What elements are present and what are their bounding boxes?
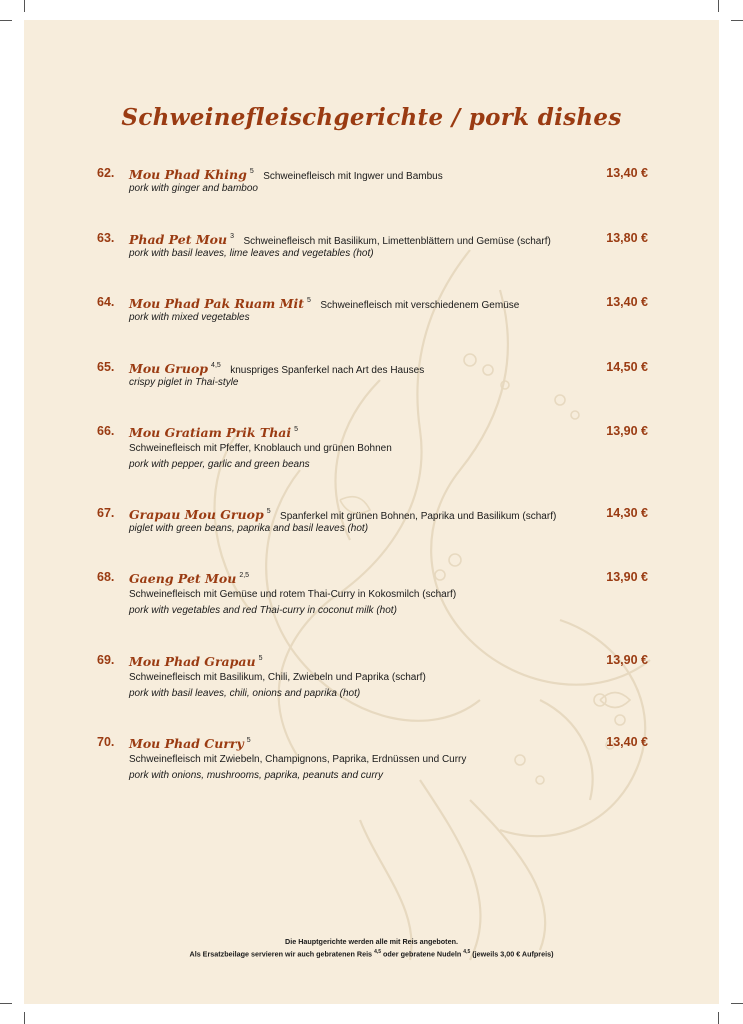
item-description-en: piglet with green beans, paprika and basil leaves (hot) [129,523,369,534]
item-description-en: pork with ginger and bamboo [129,183,258,194]
allergen-code: 5 [249,167,254,175]
item-price: 13,40 € [606,166,648,180]
item-name: Gaeng Pet Mou [129,571,237,586]
item-number: 66. [97,424,115,438]
item-description-de: Spanferkel mit grünen Bohnen, Paprika und Basilikum (scharf) [280,511,557,522]
crop-mark [24,0,25,12]
item-price: 13,90 € [606,424,648,438]
item-name: Phad Pet Mou [129,232,228,247]
item-name: Mou Phad Grapau [129,654,256,669]
item-number: 63. [97,231,115,245]
item-description-de: knuspriges Spanferkel nach Art des Hauses [230,365,425,376]
item-description-en: pork with basil leaves, lime leaves and vegetables (hot) [129,248,374,259]
allergen-code: 5 [258,654,263,662]
item-description-de: Schweinefleisch mit Gemüse und rotem Thai-Curry in Kokosmilch (scharf) [129,589,457,600]
item-price: 14,50 € [606,360,648,374]
item-name: Grapau Mou Gruop [129,507,264,522]
allergen-code: 5 [306,296,311,304]
item-number: 64. [97,295,115,309]
item-price: 13,90 € [606,653,648,667]
item-price: 13,40 € [606,295,648,309]
item-description-en: pork with pepper, garlic and green beans [129,459,310,470]
item-number: 68. [97,570,115,584]
allergen-code: 4,5 [211,361,221,369]
crop-mark [718,1012,719,1024]
crop-mark [24,1012,25,1024]
crop-mark [0,20,12,21]
item-description-de: Schweinefleisch mit Basilikum, Chili, Zwiebeln und Paprika (scharf) [129,672,426,683]
item-description-de: Schweinefleisch mit Basilikum, Limettenblättern und Gemüse (scharf) [243,236,551,247]
allergen-code: 5 [246,736,251,744]
allergen-code: 3 [230,232,234,240]
item-description-de: Schweinefleisch mit Zwiebeln, Champignons, Paprika, Erdnüssen und Curry [129,754,467,765]
allergen-code: 2,5 [239,571,250,579]
item-description-en: crispy piglet in Thai-style [129,377,239,388]
item-name: Mou Phad Khing [129,167,247,182]
item-description-en: pork with onions, mushrooms, paprika, peanuts and curry [129,770,384,781]
page-title: Schweinefleischgerichte / pork dishes [121,104,622,131]
item-description-en: pork with vegetables and red Thai-curry in coconut milk (hot) [129,605,397,616]
footer-note [0,937,743,958]
item-number: 69. [97,653,115,667]
item-number: 62. [97,166,115,180]
item-number: 67. [97,506,115,520]
item-name: Mou Gruop [129,361,209,376]
allergen-code: 5 [266,507,271,515]
crop-mark [0,1003,12,1004]
item-name: Mou Gratiam Prik Thai [129,425,292,440]
footer-line-2: Als Ersatzbeilage servieren wir auch gebratenen Reis $^{4,5}$ oder gebratene Nudeln $^{4,5}$ (jeweils 3,00 € Aufpreis) [189,949,554,959]
footer-line-1: Die Hauptgerichte werden alle mit Reis angeboten. [285,937,458,946]
allergen-code: 5 [294,425,299,433]
crop-mark [731,1003,743,1004]
item-price: 13,90 € [606,570,648,584]
item-description-de: Schweinefleisch mit verschiedenem Gemüse [320,300,520,311]
item-number: 70. [97,735,115,749]
crop-mark [731,20,743,21]
item-price: 13,40 € [606,735,648,749]
item-description-de: Schweinefleisch mit Ingwer und Bambus [263,171,443,182]
item-price: 14,30 € [606,506,648,520]
item-description-en: pork with mixed vegetables [129,312,250,323]
item-description-en: pork with basil leaves, chili, onions and paprika (hot) [129,688,361,699]
item-number: 65. [97,360,115,374]
item-name: Mou Phad Pak Ruam Mit [129,296,304,311]
item-name: Mou Phad Curry [129,736,244,751]
crop-mark [718,0,719,12]
item-price: 13,80 € [606,231,648,245]
item-description-de: Schweinefleisch mit Pfeffer, Knoblauch und grünen Bohnen [129,443,392,454]
